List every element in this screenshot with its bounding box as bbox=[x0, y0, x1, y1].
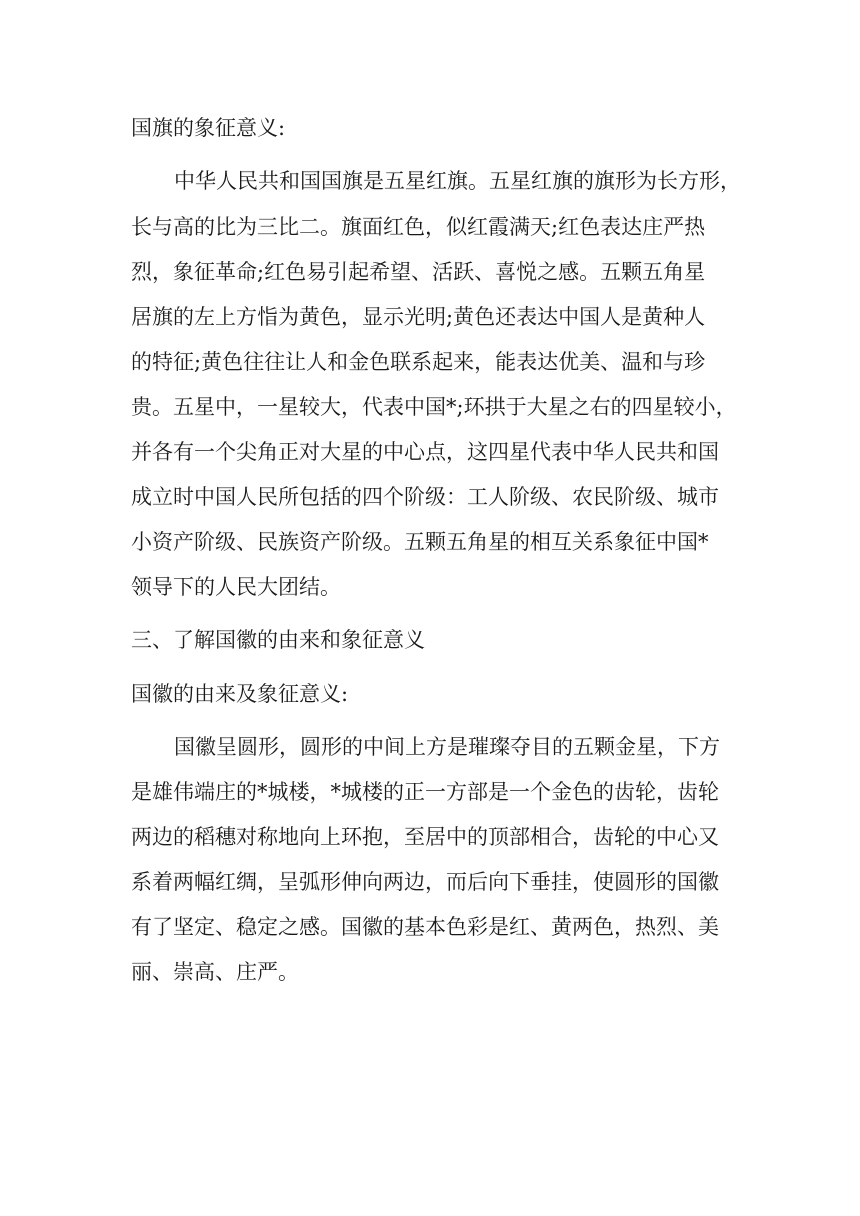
paragraph-line: 长与高的比为三比二。旗面红色，似红霞满天;红色表达庄严热 bbox=[131, 215, 706, 239]
paragraph-line: 是雄伟端庄的*城楼，*城楼的正一方部是一个金色的齿轮，齿轮 bbox=[131, 780, 719, 804]
paragraph-line: 丽、崇高、庄严。 bbox=[131, 960, 299, 984]
paragraph-line: 有了坚定、稳定之感。国徽的基本色彩是红、黄两色，热烈、美 bbox=[131, 915, 719, 939]
paragraph-line: 两边的稻穗对称地向上环抱，至居中的顶部相合，齿轮的中心又 bbox=[131, 825, 719, 849]
paragraph-line: 贵。五星中，一星较大，代表中国*;环拱于大星之右的四星较小， bbox=[131, 395, 737, 419]
flag-heading: 国旗的象征意义: bbox=[131, 116, 286, 140]
paragraph-line: 烈，象征革命;红色易引起希望、活跃、喜悦之感。五颗五角星 bbox=[131, 260, 706, 284]
section-three-heading: 三、了解国徽的由来和象征意义 bbox=[131, 628, 425, 652]
paragraph-line: 系着两幅红绸，呈弧形伸向两边，而后向下垂挂，使圆形的国徽 bbox=[131, 870, 719, 894]
paragraph-line: 小资产阶级、民族资产阶级。五颗五角星的相互关系象征中国* bbox=[131, 530, 709, 554]
paragraph-line: 国徽呈圆形，圆形的中间上方是璀璨夺目的五颗金星，下方 bbox=[174, 735, 720, 759]
paragraph-line: 领导下的人民大团结。 bbox=[131, 575, 341, 599]
paragraph-line: 并各有一个尖角正对大星的中心点，这四星代表中华人民共和国 bbox=[131, 440, 719, 464]
paragraph-line: 的特征;黄色往往让人和金色联系起来，能表达优美、温和与珍 bbox=[131, 350, 706, 374]
paragraph-line: 居旗的左上方恉为黄色，显示光明;黄色还表达中国人是黄种人 bbox=[131, 305, 706, 329]
paragraph-line: 中华人民共和国国旗是五星红旗。五星红旗的旗形为长方形， bbox=[174, 169, 741, 193]
paragraph-line: 成立时中国人民所包括的四个阶级：工人阶级、农民阶级、城市 bbox=[131, 485, 719, 509]
emblem-heading: 国徽的由来及象征意义: bbox=[131, 682, 349, 706]
